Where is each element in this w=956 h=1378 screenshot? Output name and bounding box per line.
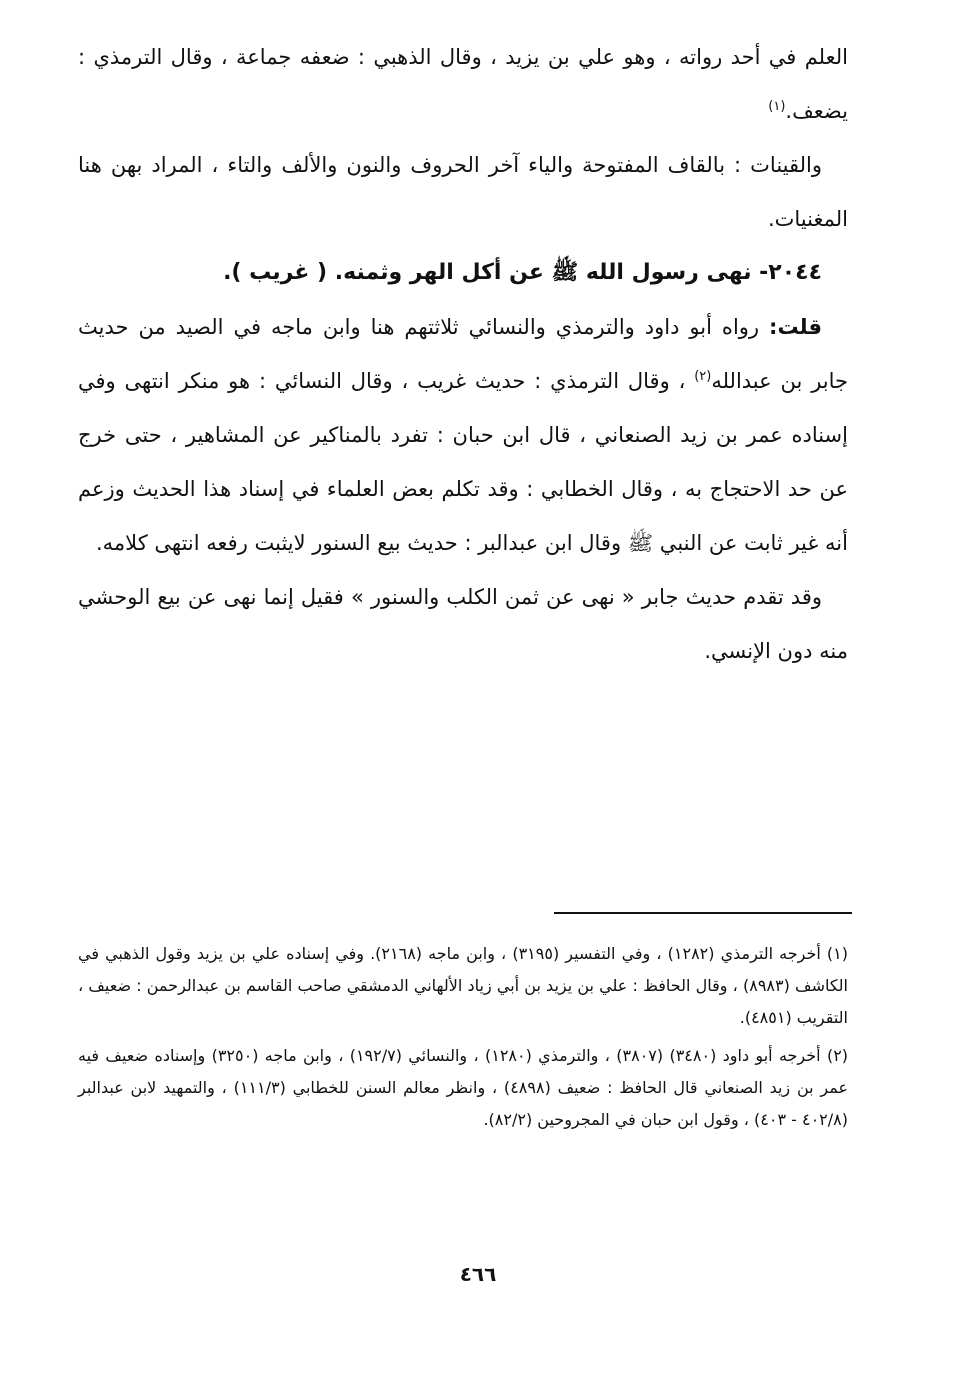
- paragraph-3-text-b: ، وقال الترمذي : حديث غريب ، وقال النسائي : هو منكر انتهى وفي إسناده عمر بن زيد الصنعاني ، قال ابن حبان : تفرد بالمناكير عن المشاهير ، حتى خرج عن حد الاحتجاج به ، وقال الخطابي : وقد تكلم بعض العلماء في إسناد هذا الحديث وزعم أنه غير ثابت عن النبي ﷺ وقال ابن عبدالبر : حديث بيع السنور لايثبت رفعه انتهى كلامه.: [78, 369, 848, 555]
- footnote-1: [78, 938, 848, 1034]
- hadith-heading: ٢٠٤٤- نهى رسول الله ﷺ عن أكل الهر وثمنه. ( غريب ).: [223, 260, 822, 285]
- paragraph-4: وقد تقدم حديث جابر « نهى عن ثمن الكلب والسنور » فقيل إنما نهى عن بيع الوحشي منه دون الإنسي.: [78, 585, 848, 663]
- paragraph-2: والقينات : بالقاف المفتوحة والياء آخر الحروف والنون والألف والتاء ، المراد بهن هنا المغنيات.: [78, 153, 848, 231]
- footnote-2-text: أخرجه أبو داود (٣٤٨٠) (٣٨٠٧) ، والترمذي (١٢٨٠) ، والنسائي (١٩٢/٧) ، وابن ماجه (٣٢٥٠) وإسناده ضعيف فيه عمر بن زيد الصنعاني قال الحافظ : ضعيف (٤٨٩٨) ، وانظر معالم السنن للخطابي (١١١/٣) ، والتمهيد لابن عبدالبر (٤٠٢/٨ - ٤٠٣) ، وقول ابن حبان في المجروحين (٨٢/٢).: [78, 1046, 849, 1129]
- paragraph-1: [78, 30, 848, 138]
- main-text: [78, 30, 848, 678]
- qult-label: قلت:: [769, 315, 822, 339]
- footnotes: [78, 938, 848, 1142]
- footnote-ref-1: (١): [768, 99, 786, 114]
- paragraph-3: [78, 300, 848, 570]
- footnote-1-number: (١): [826, 944, 849, 963]
- paragraph-1-text: العلم في أحد رواته ، وهو علي بن يزيد ، وقال الذهبي : ضعفه جماعة ، وقال الترمذي : يضعف.: [78, 45, 848, 123]
- footnote-ref-2: (٢): [694, 369, 712, 384]
- footnote-separator: [554, 912, 852, 914]
- footnote-2: [78, 1040, 848, 1136]
- footnote-2-number: (٢): [826, 1046, 849, 1065]
- page-number: ٤٦٦: [459, 1262, 497, 1286]
- footnote-1-text: أخرجه الترمذي (١٢٨٢) ، وفي التفسير (٣١٩٥) ، وابن ماجه (٢١٦٨). وفي إسناده علي بن يزيد وقول الذهبي في الكاشف (٨٩٨٣) ، وقال الحافظ : علي بن يزيد بن أبي زياد الألهاني الدمشقي صاحب القاسم بن عبدالرحمن : ضعيف ، التقريب (٤٨٥١).: [78, 944, 849, 1027]
- paragraph-3-text-a: رواه أبو داود والترمذي والنسائي ثلاثتهم هنا وابن ماجه في الصيد من حديث جابر بن عبدالله: [78, 315, 849, 393]
